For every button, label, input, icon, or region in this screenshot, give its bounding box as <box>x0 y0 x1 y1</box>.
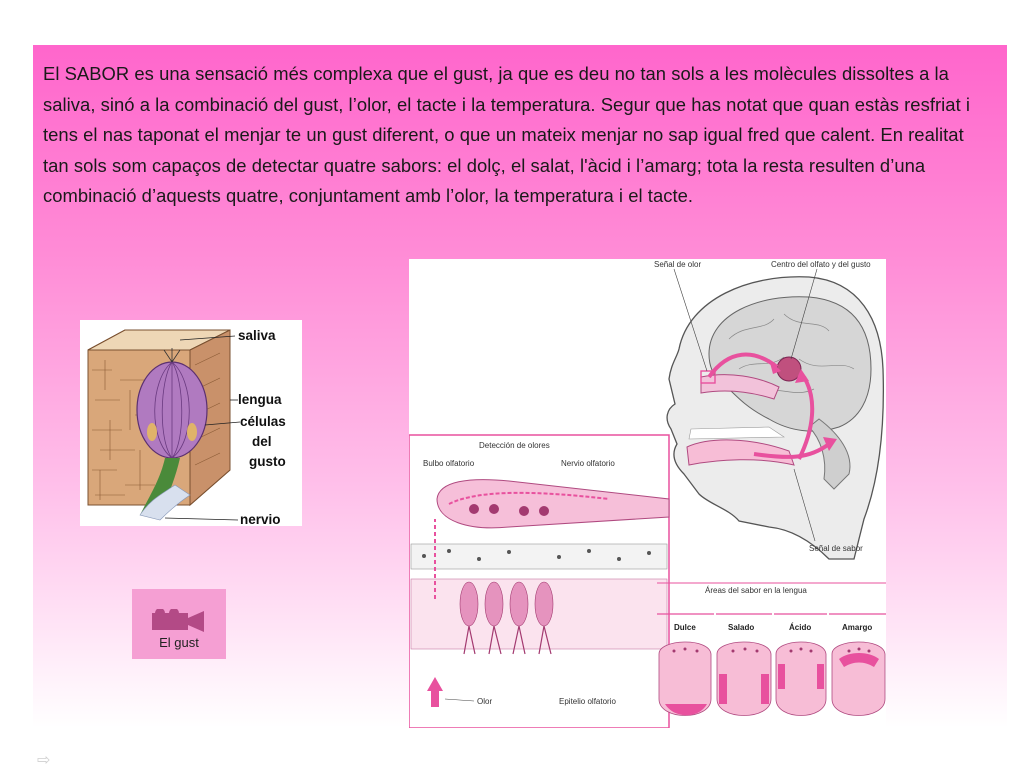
slide-panel <box>33 45 1007 728</box>
label-nervio-olfatorio: Nervio olfatorio <box>561 459 615 468</box>
tongue-label-acido: Ácido <box>789 623 812 632</box>
diagram-illustration <box>409 259 886 728</box>
label-nervio: nervio <box>240 512 281 527</box>
label-lengua: lengua <box>238 392 282 407</box>
tongue-areas-title: Áreas del sabor en la lengua <box>705 586 807 595</box>
smell-taste-diagram <box>409 259 886 728</box>
video-button-label: El gust <box>159 635 199 650</box>
next-slide-arrow-icon[interactable]: ⇨ <box>37 752 51 769</box>
label-centro-olfato-gusto: Centro del olfato y del gusto <box>771 260 871 269</box>
label-bulbo-olfatorio: Bulbo olfatorio <box>423 459 475 468</box>
label-senal-sabor: Señal de sabor <box>809 544 863 553</box>
tongue-label-salado: Salado <box>728 623 755 632</box>
label-gusto: gusto <box>249 454 286 469</box>
label-celulas: células <box>240 414 286 429</box>
tongue-label-dulce: Dulce <box>674 623 696 632</box>
label-epitelio-olfatorio: Epitelio olfatorio <box>559 697 616 706</box>
body-text: El SABOR es una sensació més complexa que el gust, ja que es deu no tan sols a les molècules dissoltes a la saliva, sinó a la combinació del gust, l’olor, el tacte i la temperatura. Segur que has notat que quan estàs resfriat i tens el nas taponat el menjar te un gust diferent, o que un mateix menjar no sap igual fred que calent. En realitat tan sols som capaços de detectar quatre sabors: el dolç, el salat, l'àcid i l’amarg; tota la resta resulten d’una combinació d’aquests quatre, conjuntament amb l’olor, la temperatura i el tacte. <box>43 63 971 207</box>
label-del: del <box>252 434 272 449</box>
tongue-label-amargo: Amargo <box>842 623 873 632</box>
video-el-gust-button[interactable] <box>132 589 226 659</box>
olfaction-title: Detección de olores <box>479 441 550 450</box>
label-saliva: saliva <box>238 328 276 343</box>
video-camera-icon <box>150 609 208 633</box>
label-senal-olor: Señal de olor <box>654 260 702 269</box>
label-olor: Olor <box>477 697 493 706</box>
taste-bud-figure <box>80 320 302 526</box>
